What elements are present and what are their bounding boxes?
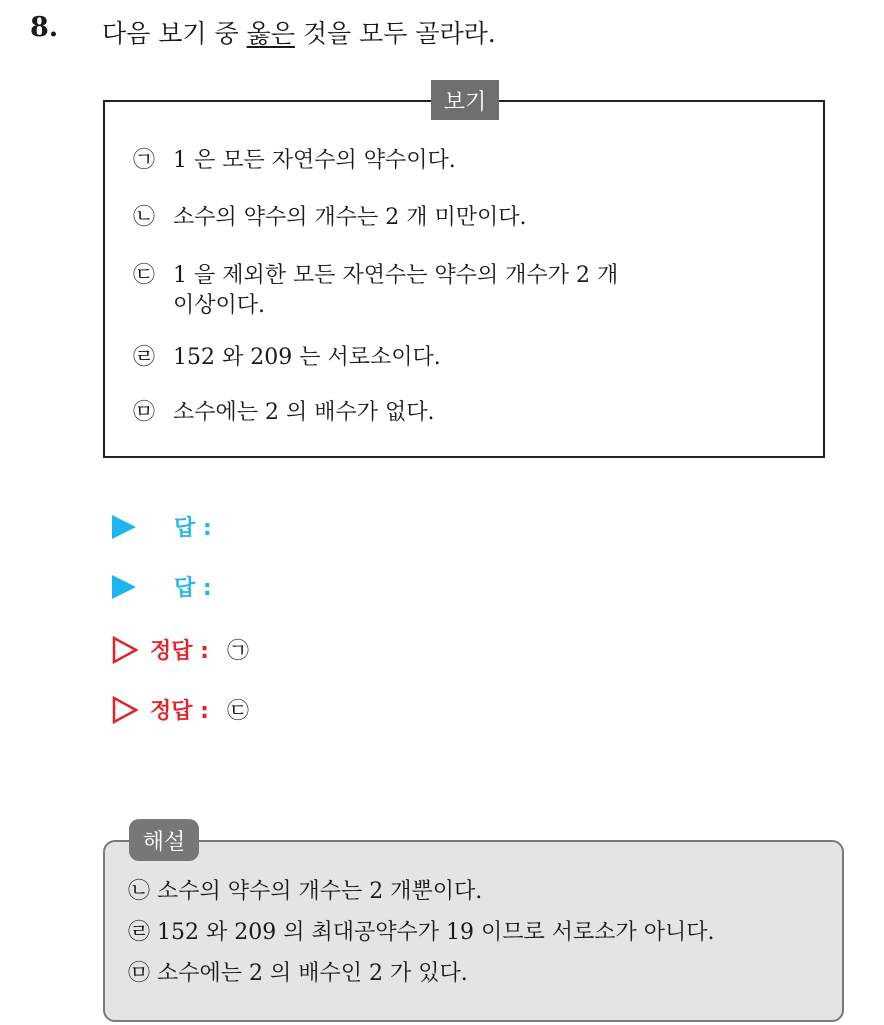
bogi-item (133, 343, 441, 373)
bogi-item (133, 261, 618, 320)
bogi-item (133, 203, 527, 233)
correct-answer-value: ㉢ (226, 699, 249, 724)
bogi-item-text: 152 와 209 는 서로소이다. (173, 345, 441, 370)
play-triangle-icon (112, 575, 136, 599)
question-text-underlined: 옳은 (246, 19, 295, 48)
play-triangle-icon (112, 515, 136, 539)
question-text (102, 14, 496, 50)
bogi-item-mark: ㉤ (133, 400, 156, 425)
explanation-line: ㉣ 152 와 209 의 최대공약수가 19 이므로 서로소가 아니다. (128, 920, 715, 945)
correct-answer-row (112, 694, 249, 725)
bogi-item-text: 1 은 모든 자연수의 약수이다. (173, 148, 456, 173)
outline-triangle-icon (112, 696, 138, 724)
bogi-item-mark: ㉢ (133, 263, 156, 288)
correct-answer-label: 정답 : (150, 699, 209, 724)
explanation-line: ㉡ 소수의 약수의 개수는 2 개뿐이다. (128, 879, 483, 904)
bogi-item-mark: ㉠ (133, 148, 156, 173)
explanation-title: 해설 (129, 819, 199, 861)
bogi-item-mark: ㉣ (133, 345, 156, 370)
correct-answer-label: 정답 : (150, 639, 209, 664)
question-text-after: 것을 모두 골라라. (294, 19, 496, 48)
bogi-item-text: 소수의 약수의 개수는 2 개 미만이다. (173, 205, 527, 230)
answer-input-row[interactable] (112, 571, 212, 602)
bogi-item-mark: ㉡ (133, 205, 156, 230)
answer-label: 답 : (174, 516, 212, 541)
bogi-item-text: 1 을 제외한 모든 자연수는 약수의 개수가 2 개 (173, 263, 619, 288)
bogi-title: 보기 (431, 80, 499, 120)
bogi-item-continuation: 이상이다. (173, 292, 266, 318)
question-number: 8. (30, 12, 59, 43)
answer-input-row[interactable] (112, 511, 212, 542)
answer-label: 답 : (174, 576, 212, 601)
question-text-before: 다음 보기 중 (102, 19, 247, 48)
correct-answer-value: ㉠ (226, 639, 249, 664)
explanation-line: ㉤ 소수에는 2 의 배수인 2 가 있다. (128, 961, 468, 986)
bogi-item-text: 소수에는 2 의 배수가 없다. (173, 400, 435, 425)
outline-triangle-icon (112, 636, 138, 664)
bogi-item (133, 146, 456, 176)
correct-answer-row (112, 634, 249, 665)
bogi-item (133, 398, 434, 428)
